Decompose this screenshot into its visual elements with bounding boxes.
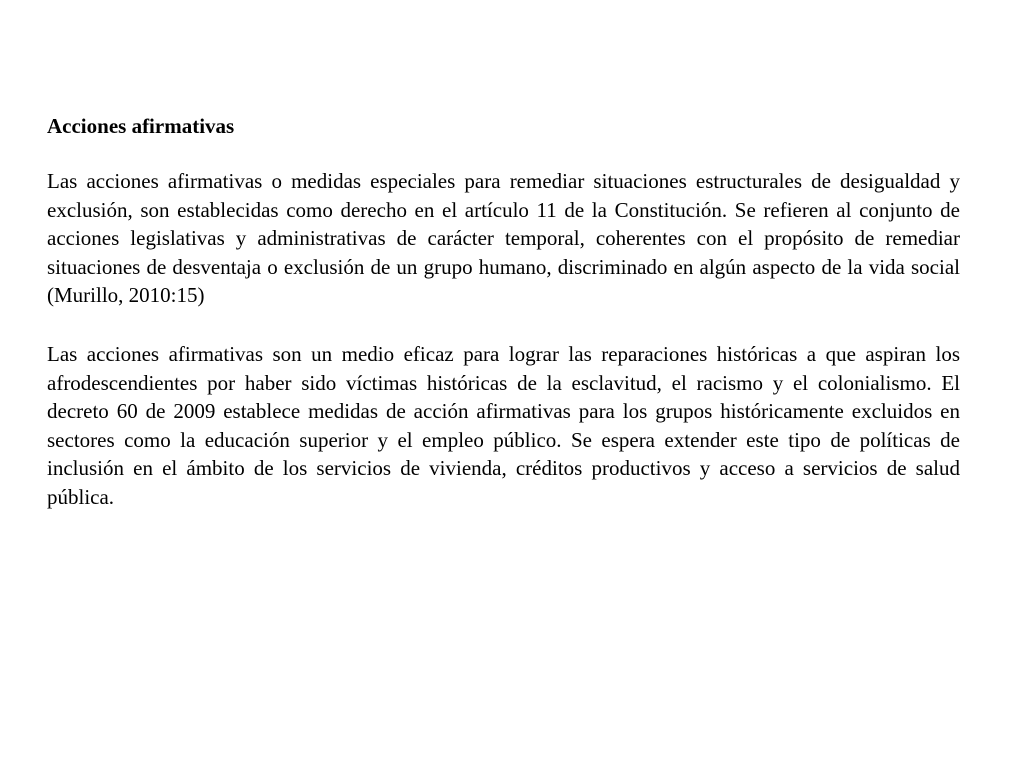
paragraph-2: Las acciones afirmativas son un medio eficaz para lograr las reparaciones históricas a que aspiran los afrodescendientes por haber sido víctimas históricas de la esclavitud, el racismo y el colonialismo. El decreto 60 de 2009 establece medidas de acción afirmativas para los grupos históricamente excluidos en sectores como la educación superior y el empleo público. Se espera extender este tipo de políticas de inclusión en el ámbito de los servicios de vivienda, créditos productivos y acceso a servicios de salud pública. <box>47 341 960 509</box>
section-heading: Acciones afirmativas <box>47 114 235 138</box>
paragraph-1: Las acciones afirmativas o medidas especiales para remediar situaciones estructurales de desigualdad y exclusión, son establecidas como derecho en el artículo 11 de la Constitución. Se refieren al conjunto de acciones legislativas y administrativas de carácter temporal, coherentes con el propósito de remediar situaciones de desventaja o exclusión de un grupo humano, discriminado en algún aspecto de la vida social (Murillo, 2010:15) <box>47 169 960 308</box>
